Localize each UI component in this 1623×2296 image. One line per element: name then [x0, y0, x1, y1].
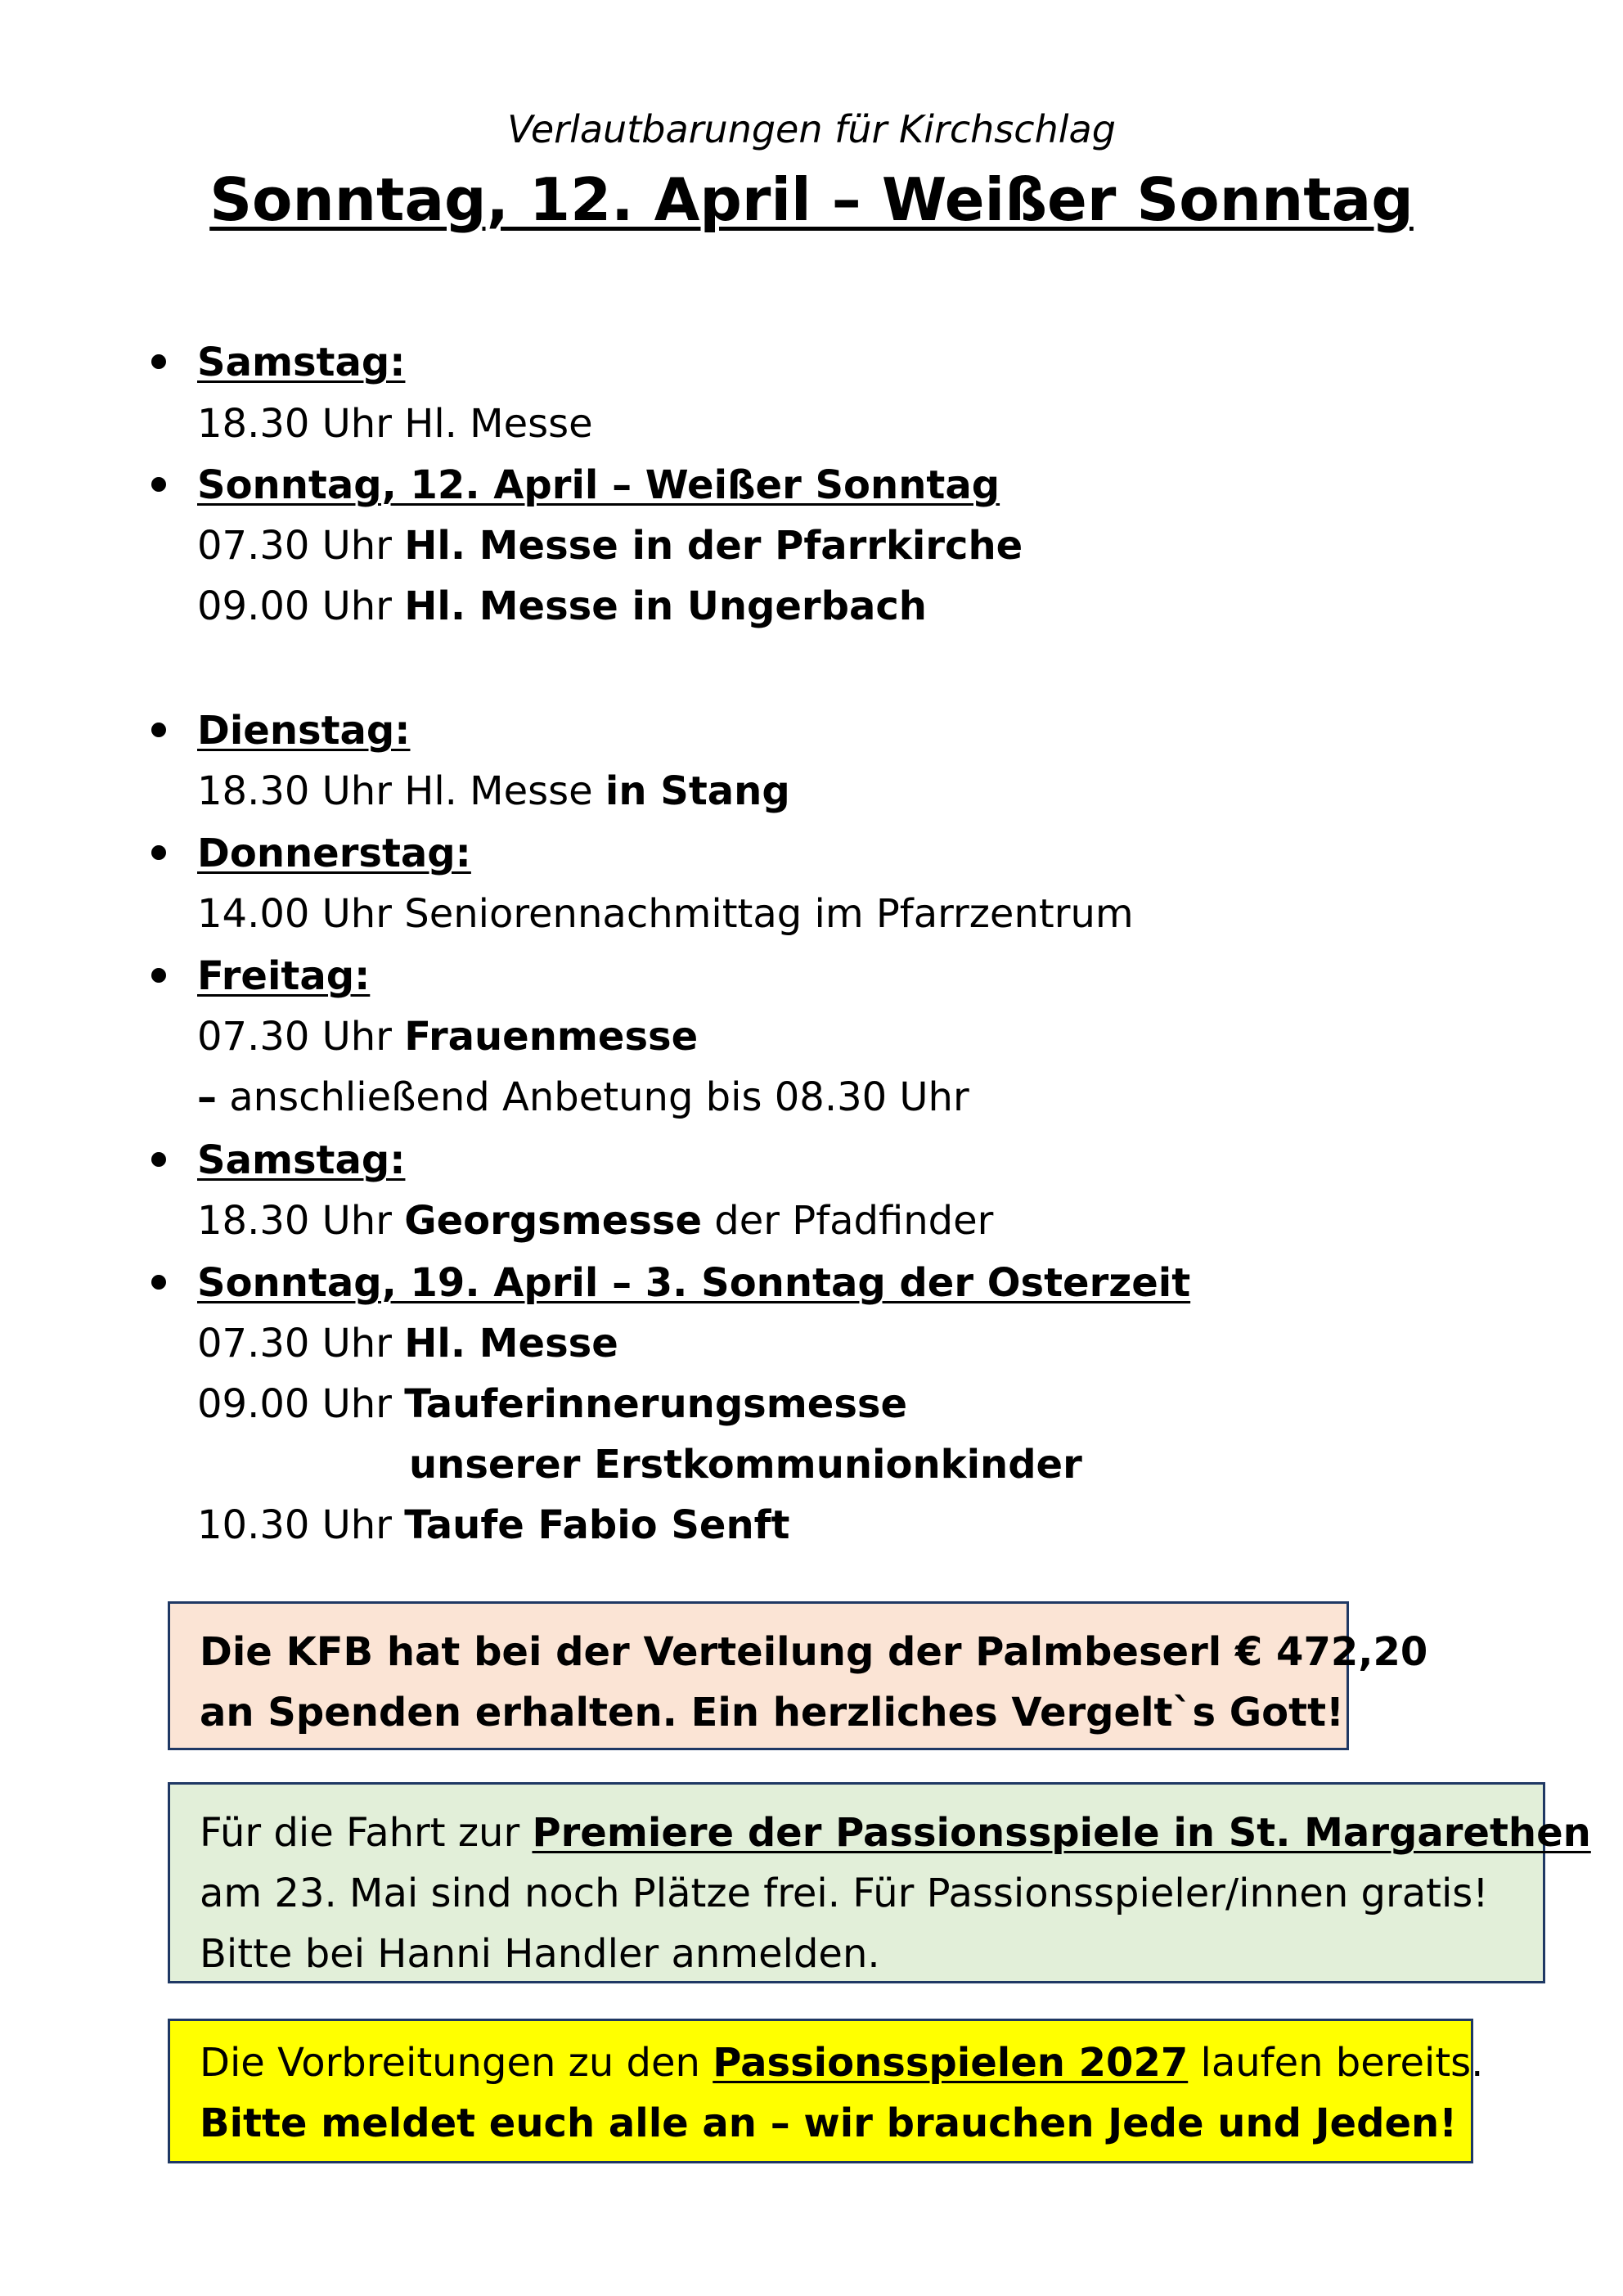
schedule-entry: 18.30 Uhr Hl. Messe [197, 401, 593, 447]
schedule-entry-continuation: unserer Erstkommunionkinder [409, 1442, 1082, 1488]
schedule-entry: 09.00 Uhr Tauferinnerungsmesse [197, 1381, 908, 1427]
list-bullet [151, 1275, 166, 1290]
schedule-entry: 09.00 Uhr Hl. Messe in Ungerbach [197, 583, 927, 629]
notice-passion-highlight: Passionsspielen 2027 [713, 2040, 1189, 2086]
notice-fahrt-highlight: Premiere der Passionsspiele in St. Margarethen [532, 1810, 1591, 1856]
page-title: Sonntag, 12. April – Weißer Sonntag [209, 165, 1414, 234]
schedule-entry: 07.30 Uhr Frauenmesse [197, 1014, 699, 1060]
notice-fahrt-line-1: Für die Fahrt zur Premiere der Passionsspiele in St. Margarethen [200, 1810, 1591, 1856]
page-subtitle: Verlautbarungen für Kirchschlag [507, 107, 1116, 151]
list-bullet [151, 1152, 166, 1167]
notice-passion [168, 2019, 1484, 2163]
list-bullet [151, 845, 166, 860]
schedule-entry: 18.30 Uhr Hl. Messe in Stang [197, 768, 790, 814]
schedule-entry: 18.30 Uhr Georgsmesse der Pfadfinder [197, 1198, 994, 1244]
schedule-entry: 07.30 Uhr Hl. Messe in der Pfarrkirche [197, 523, 1023, 569]
notice-kfb-line-2: an Spenden erhalten. Ein herzliches Vergelt`s Gott! [200, 1690, 1344, 1736]
notice-kfb [168, 1601, 1428, 1750]
schedule-entry: 14.00 Uhr Seniorennachmittag im Pfarrzentrum [197, 891, 1134, 937]
schedule-entry: – anschließend Anbetung bis 08.30 Uhr [197, 1074, 969, 1120]
notice-passion-line-2: Bitte meldet euch alle an – wir brauchen Jede und Jeden! [200, 2100, 1458, 2146]
day-heading-dienstag: Dienstag: [197, 708, 411, 754]
day-heading-donnerstag: Donnerstag: [197, 831, 471, 876]
notice-fahrt [168, 1782, 1591, 1983]
schedule-entry: 07.30 Uhr Hl. Messe [197, 1321, 618, 1366]
list-bullet [151, 723, 166, 737]
day-heading-samstag: Samstag: [197, 340, 406, 385]
day-heading-sonntag-19: Sonntag, 19. April – 3. Sonntag der Osterzeit [197, 1260, 1191, 1306]
day-heading-sonntag-12: Sonntag, 12. April – Weißer Sonntag [197, 462, 1000, 508]
list-bullet [151, 968, 166, 983]
day-heading-samstag-2: Samstag: [197, 1137, 406, 1183]
notice-kfb-line-1: Die KFB hat bei der Verteilung der Palmbeserl € 472,20 [200, 1629, 1428, 1675]
day-heading-freitag: Freitag: [197, 953, 371, 999]
notice-fahrt-line-3: Bitte bei Hanni Handler anmelden. [200, 1931, 880, 1977]
schedule-entry: 10.30 Uhr Taufe Fabio Senft [197, 1502, 790, 1548]
notice-fahrt-line-2: am 23. Mai sind noch Plätze frei. Für Passionsspieler/innen gratis! [200, 1871, 1489, 1916]
list-bullet [151, 477, 166, 492]
list-bullet [151, 354, 166, 369]
notice-passion-line-1: Die Vorbreitungen zu den Passionsspielen 2027 laufen bereits. [200, 2040, 1484, 2086]
